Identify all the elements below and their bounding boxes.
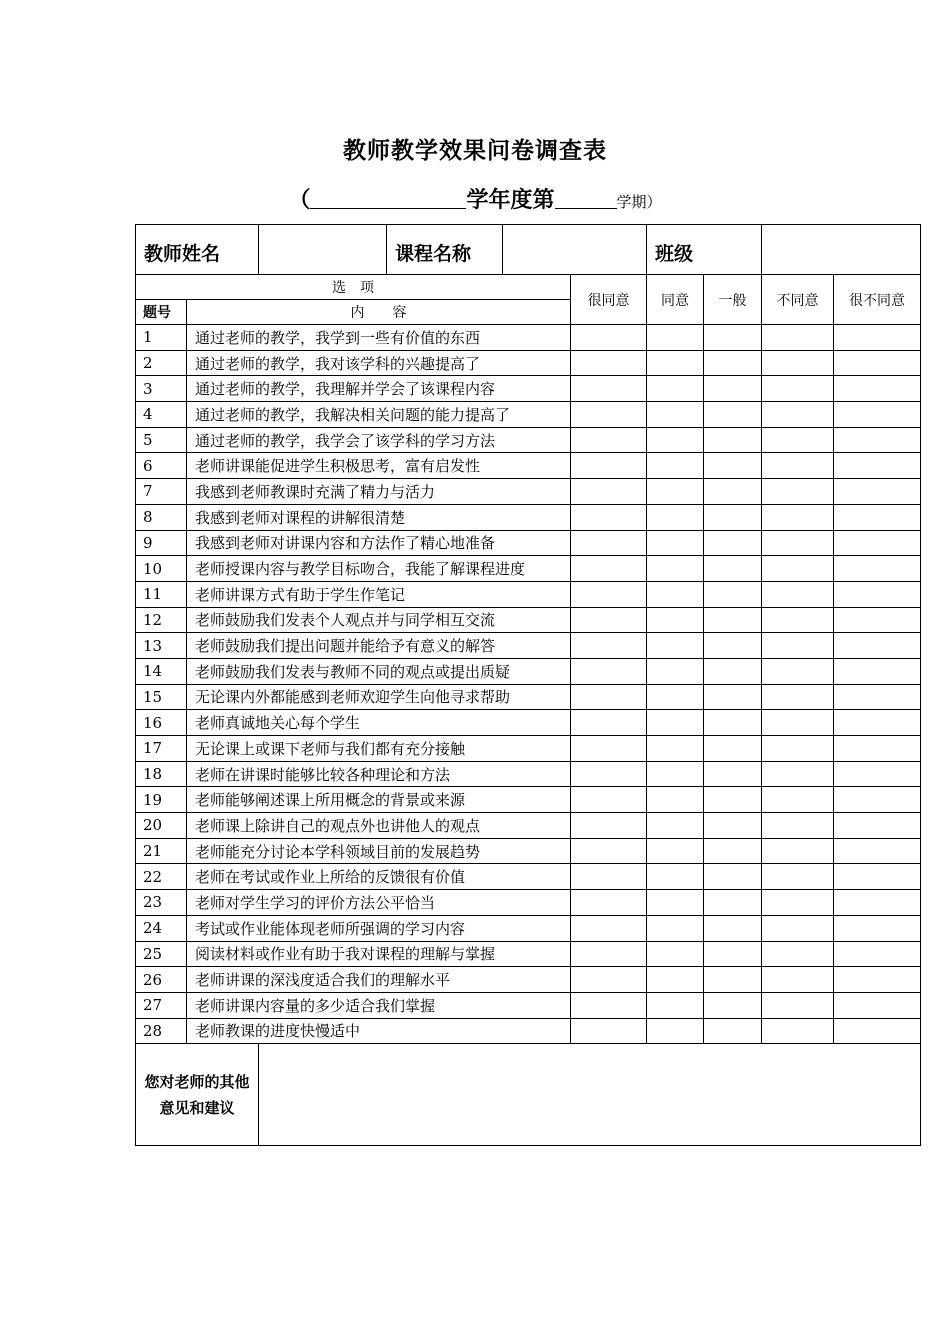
options-header: 选 项 — [136, 275, 571, 300]
question-number: 5 — [136, 427, 187, 453]
academic-term-line — [0, 183, 950, 214]
answer-cell-disagree[interactable] — [762, 402, 834, 428]
answer-cell-neutral[interactable] — [704, 581, 762, 607]
question-text: 我感到老师对讲课内容和方法作了精心地准备 — [187, 530, 571, 556]
answer-cell-strongly-agree[interactable] — [571, 633, 647, 659]
answer-cell-strongly-disagree[interactable] — [834, 376, 921, 402]
course-name-label: 课程名称 — [387, 225, 503, 275]
question-text: 阅读材料或作业有助于我对课程的理解与掌握 — [187, 941, 571, 967]
answer-cell-strongly-disagree[interactable] — [834, 530, 921, 556]
answer-cell-neutral[interactable] — [704, 350, 762, 376]
answer-cell-strongly-agree[interactable] — [571, 710, 647, 736]
question-number: 22 — [136, 864, 187, 890]
answer-cell-disagree[interactable] — [762, 684, 834, 710]
answer-cell-disagree[interactable] — [762, 890, 834, 916]
answer-cell-strongly-disagree[interactable] — [834, 556, 921, 582]
answer-cell-agree[interactable] — [647, 967, 704, 993]
answer-cell-neutral[interactable] — [704, 967, 762, 993]
answer-cell-strongly-disagree[interactable] — [834, 350, 921, 376]
question-number: 27 — [136, 992, 187, 1018]
question-text: 无论课内外都能感到老师欢迎学生向他寻求帮助 — [187, 684, 571, 710]
term-year-label: 学年度第 — [466, 187, 555, 213]
question-number: 11 — [136, 581, 187, 607]
answer-cell-disagree[interactable] — [762, 967, 834, 993]
suggestion-label: 您对老师的其他意见和建议 — [136, 1044, 259, 1146]
question-text: 通过老师的教学，我解决相关问题的能力提高了 — [187, 402, 571, 428]
answer-cell-strongly-disagree[interactable] — [834, 453, 921, 479]
answer-cell-strongly-agree[interactable] — [571, 658, 647, 684]
answer-cell-strongly-agree[interactable] — [571, 967, 647, 993]
answer-cell-disagree[interactable] — [762, 530, 834, 556]
question-number: 10 — [136, 556, 187, 582]
answer-cell-disagree[interactable] — [762, 607, 834, 633]
answer-cell-disagree[interactable] — [762, 350, 834, 376]
answer-cell-disagree[interactable] — [762, 992, 834, 1018]
answer-cell-agree[interactable] — [647, 350, 704, 376]
answer-cell-agree[interactable] — [647, 813, 704, 839]
answer-cell-strongly-disagree[interactable] — [834, 736, 921, 762]
semester-blank[interactable] — [555, 186, 617, 209]
answer-cell-neutral[interactable] — [704, 607, 762, 633]
answer-cell-strongly-agree[interactable] — [571, 787, 647, 813]
table-row — [136, 325, 921, 351]
question-text: 我感到老师对课程的讲解很清楚 — [187, 504, 571, 530]
answer-cell-strongly-disagree[interactable] — [834, 787, 921, 813]
answer-cell-strongly-agree[interactable] — [571, 813, 647, 839]
question-text: 考试或作业能体现老师所强调的学习内容 — [187, 915, 571, 941]
answer-cell-strongly-disagree[interactable] — [834, 890, 921, 916]
answer-cell-strongly-disagree[interactable] — [834, 941, 921, 967]
question-text: 老师讲课方式有助于学生作笔记 — [187, 581, 571, 607]
answer-cell-neutral[interactable] — [704, 453, 762, 479]
answer-cell-neutral[interactable] — [704, 890, 762, 916]
table-row — [136, 427, 921, 453]
answer-cell-strongly-disagree[interactable] — [834, 967, 921, 993]
answer-cell-neutral[interactable] — [704, 530, 762, 556]
answer-cell-strongly-agree[interactable] — [571, 453, 647, 479]
answer-cell-disagree[interactable] — [762, 581, 834, 607]
answer-cell-neutral[interactable] — [704, 838, 762, 864]
table-row — [136, 710, 921, 736]
answer-cell-disagree[interactable] — [762, 915, 834, 941]
answer-cell-agree[interactable] — [647, 787, 704, 813]
content-header: 内 容 — [187, 300, 571, 325]
question-number: 24 — [136, 915, 187, 941]
answer-cell-strongly-agree[interactable] — [571, 402, 647, 428]
answer-cell-strongly-disagree[interactable] — [834, 992, 921, 1018]
answer-cell-disagree[interactable] — [762, 941, 834, 967]
choice-header-neutral: 一般 — [704, 275, 762, 325]
answer-cell-disagree[interactable] — [762, 813, 834, 839]
answer-cell-strongly-disagree[interactable] — [834, 607, 921, 633]
question-text: 老师能充分讨论本学科领域目前的发展趋势 — [187, 838, 571, 864]
answer-cell-strongly-agree[interactable] — [571, 915, 647, 941]
answer-cell-agree[interactable] — [647, 556, 704, 582]
answer-cell-agree[interactable] — [647, 736, 704, 762]
question-number: 2 — [136, 350, 187, 376]
answer-cell-neutral[interactable] — [704, 504, 762, 530]
answer-cell-strongly-disagree[interactable] — [834, 710, 921, 736]
question-number: 23 — [136, 890, 187, 916]
answer-cell-neutral[interactable] — [704, 1018, 762, 1044]
question-text: 通过老师的教学，我学会了该学科的学习方法 — [187, 427, 571, 453]
answer-cell-strongly-agree[interactable] — [571, 581, 647, 607]
question-number: 8 — [136, 504, 187, 530]
answer-cell-agree[interactable] — [647, 992, 704, 1018]
answer-cell-disagree[interactable] — [762, 787, 834, 813]
table-row — [136, 813, 921, 839]
answer-cell-disagree[interactable] — [762, 325, 834, 351]
answer-cell-strongly-agree[interactable] — [571, 864, 647, 890]
answer-cell-disagree[interactable] — [762, 427, 834, 453]
table-row — [136, 890, 921, 916]
question-text: 老师课上除讲自己的观点外也讲他人的观点 — [187, 813, 571, 839]
class-field[interactable] — [762, 225, 921, 275]
answer-cell-neutral[interactable] — [704, 710, 762, 736]
answer-cell-strongly-agree[interactable] — [571, 736, 647, 762]
answer-cell-disagree[interactable] — [762, 633, 834, 659]
question-text: 老师鼓励我们提出问题并能给予有意义的解答 — [187, 633, 571, 659]
question-text: 老师在讲课时能够比较各种理论和方法 — [187, 761, 571, 787]
answer-cell-strongly-agree[interactable] — [571, 530, 647, 556]
answer-cell-agree[interactable] — [647, 479, 704, 505]
answer-cell-agree[interactable] — [647, 607, 704, 633]
answer-cell-strongly-disagree[interactable] — [834, 813, 921, 839]
question-text: 通过老师的教学，我理解并学会了该课程内容 — [187, 376, 571, 402]
page-title: 教师教学效果问卷调查表 — [343, 137, 607, 164]
table-row — [136, 992, 921, 1018]
table-row — [136, 479, 921, 505]
answer-cell-strongly-disagree[interactable] — [834, 325, 921, 351]
question-text: 老师讲课能促进学生积极思考，富有启发性 — [187, 453, 571, 479]
answer-cell-agree[interactable] — [647, 376, 704, 402]
answer-cell-agree[interactable] — [647, 864, 704, 890]
answer-cell-strongly-agree[interactable] — [571, 504, 647, 530]
term-semester-label: 学期） — [616, 193, 662, 211]
answer-cell-strongly-disagree[interactable] — [834, 915, 921, 941]
answer-cell-agree[interactable] — [647, 633, 704, 659]
answer-cell-disagree[interactable] — [762, 864, 834, 890]
answer-cell-neutral[interactable] — [704, 736, 762, 762]
answer-cell-strongly-disagree[interactable] — [834, 479, 921, 505]
question-text: 老师对学生学习的评价方法公平恰当 — [187, 890, 571, 916]
question-number: 12 — [136, 607, 187, 633]
table-row — [136, 350, 921, 376]
header-row-options — [136, 275, 921, 300]
question-text: 通过老师的教学，我对该学科的兴趣提高了 — [187, 350, 571, 376]
answer-cell-strongly-agree[interactable] — [571, 838, 647, 864]
answer-cell-agree[interactable] — [647, 530, 704, 556]
choice-header-agree: 同意 — [647, 275, 704, 325]
table-row — [136, 787, 921, 813]
table-row — [136, 941, 921, 967]
answer-cell-strongly-agree[interactable] — [571, 607, 647, 633]
answer-cell-strongly-agree[interactable] — [571, 556, 647, 582]
answer-cell-strongly-agree[interactable] — [571, 684, 647, 710]
answer-cell-agree[interactable] — [647, 427, 704, 453]
answer-cell-neutral[interactable] — [704, 864, 762, 890]
course-name-field[interactable] — [503, 225, 647, 275]
teacher-name-label: 教师姓名 — [136, 225, 259, 275]
answer-cell-agree[interactable] — [647, 658, 704, 684]
table-row — [136, 504, 921, 530]
answer-cell-disagree[interactable] — [762, 658, 834, 684]
answer-cell-neutral[interactable] — [704, 556, 762, 582]
question-text: 老师能够阐述课上所用概念的背景或来源 — [187, 787, 571, 813]
answer-cell-agree[interactable] — [647, 761, 704, 787]
answer-cell-strongly-agree[interactable] — [571, 890, 647, 916]
question-text: 老师鼓励我们发表与教师不同的观点或提出质疑 — [187, 658, 571, 684]
answer-cell-agree[interactable] — [647, 1018, 704, 1044]
table-row — [136, 967, 921, 993]
question-number: 3 — [136, 376, 187, 402]
table-row — [136, 761, 921, 787]
answer-cell-neutral[interactable] — [704, 376, 762, 402]
answer-cell-agree[interactable] — [647, 915, 704, 941]
answer-cell-agree[interactable] — [647, 504, 704, 530]
table-row — [136, 658, 921, 684]
class-label: 班级 — [647, 225, 762, 275]
answer-cell-agree[interactable] — [647, 453, 704, 479]
answer-cell-strongly-agree[interactable] — [571, 1018, 647, 1044]
answer-cell-neutral[interactable] — [704, 992, 762, 1018]
question-text: 老师鼓励我们发表个人观点并与同学相互交流 — [187, 607, 571, 633]
answer-cell-strongly-agree[interactable] — [571, 427, 647, 453]
answer-cell-neutral[interactable] — [704, 761, 762, 787]
info-row — [136, 225, 921, 275]
question-number: 6 — [136, 453, 187, 479]
answer-cell-strongly-disagree[interactable] — [834, 633, 921, 659]
table-row — [136, 607, 921, 633]
answer-cell-neutral[interactable] — [704, 658, 762, 684]
answer-cell-disagree[interactable] — [762, 376, 834, 402]
question-text: 老师真诚地关心每个学生 — [187, 710, 571, 736]
table-row — [136, 736, 921, 762]
choice-header-strongly-disagree: 很不同意 — [834, 275, 921, 325]
question-text: 老师授课内容与教学目标吻合，我能了解课程进度 — [187, 556, 571, 582]
choice-header-strongly-agree: 很同意 — [571, 275, 647, 325]
answer-cell-disagree[interactable] — [762, 479, 834, 505]
question-number: 14 — [136, 658, 187, 684]
table-row — [136, 864, 921, 890]
answer-cell-strongly-disagree[interactable] — [834, 581, 921, 607]
answer-cell-strongly-agree[interactable] — [571, 376, 647, 402]
question-text: 老师讲课的深浅度适合我们的理解水平 — [187, 967, 571, 993]
question-number: 9 — [136, 530, 187, 556]
answer-cell-neutral[interactable] — [704, 325, 762, 351]
table-row — [136, 581, 921, 607]
question-number: 19 — [136, 787, 187, 813]
question-number: 15 — [136, 684, 187, 710]
answer-cell-strongly-agree[interactable] — [571, 350, 647, 376]
answer-cell-strongly-disagree[interactable] — [834, 402, 921, 428]
answer-cell-strongly-agree[interactable] — [571, 761, 647, 787]
question-number-header: 题号 — [136, 300, 187, 325]
answer-cell-agree[interactable] — [647, 710, 704, 736]
answer-cell-agree[interactable] — [647, 402, 704, 428]
question-number: 28 — [136, 1018, 187, 1044]
term-open-paren: （ — [288, 187, 311, 213]
survey-table — [135, 224, 921, 1146]
table-row — [136, 1018, 921, 1044]
answer-cell-disagree[interactable] — [762, 710, 834, 736]
answer-cell-disagree[interactable] — [762, 556, 834, 582]
table-row — [136, 376, 921, 402]
answer-cell-neutral[interactable] — [704, 684, 762, 710]
answer-cell-disagree[interactable] — [762, 504, 834, 530]
answer-cell-neutral[interactable] — [704, 633, 762, 659]
answer-cell-neutral[interactable] — [704, 427, 762, 453]
answer-cell-neutral[interactable] — [704, 479, 762, 505]
question-number: 18 — [136, 761, 187, 787]
question-number: 13 — [136, 633, 187, 659]
answer-cell-strongly-agree[interactable] — [571, 941, 647, 967]
question-number: 26 — [136, 967, 187, 993]
question-number: 25 — [136, 941, 187, 967]
table-row — [136, 684, 921, 710]
table-row — [136, 556, 921, 582]
question-text: 无论课上或课下老师与我们都有充分接触 — [187, 736, 571, 762]
answer-cell-disagree[interactable] — [762, 838, 834, 864]
answer-cell-neutral[interactable] — [704, 941, 762, 967]
answer-cell-disagree[interactable] — [762, 1018, 834, 1044]
answer-cell-strongly-disagree[interactable] — [834, 658, 921, 684]
answer-cell-strongly-disagree[interactable] — [834, 761, 921, 787]
question-number: 4 — [136, 402, 187, 428]
answer-cell-agree[interactable] — [647, 838, 704, 864]
question-number: 1 — [136, 325, 187, 351]
question-text: 老师教课的进度快慢适中 — [187, 1018, 571, 1044]
answer-cell-neutral[interactable] — [704, 402, 762, 428]
answer-cell-strongly-agree[interactable] — [571, 325, 647, 351]
answer-cell-agree[interactable] — [647, 890, 704, 916]
answer-cell-disagree[interactable] — [762, 453, 834, 479]
answer-cell-strongly-agree[interactable] — [571, 479, 647, 505]
question-text: 老师在考试或作业上所给的反馈很有价值 — [187, 864, 571, 890]
table-row — [136, 838, 921, 864]
question-text: 我感到老师教课时充满了精力与活力 — [187, 479, 571, 505]
answer-cell-neutral[interactable] — [704, 787, 762, 813]
answer-cell-strongly-disagree[interactable] — [834, 864, 921, 890]
answer-cell-disagree[interactable] — [762, 761, 834, 787]
question-text: 通过老师的教学，我学到一些有价值的东西 — [187, 325, 571, 351]
question-number: 21 — [136, 838, 187, 864]
suggestion-field[interactable] — [259, 1044, 921, 1146]
answer-cell-strongly-disagree[interactable] — [834, 684, 921, 710]
question-number: 7 — [136, 479, 187, 505]
table-row — [136, 633, 921, 659]
answer-cell-neutral[interactable] — [704, 813, 762, 839]
question-number: 17 — [136, 736, 187, 762]
answer-cell-disagree[interactable] — [762, 736, 834, 762]
table-row — [136, 530, 921, 556]
answer-cell-strongly-disagree[interactable] — [834, 504, 921, 530]
answer-cell-neutral[interactable] — [704, 915, 762, 941]
teacher-name-field[interactable] — [259, 225, 387, 275]
table-row — [136, 915, 921, 941]
academic-year-blank[interactable] — [310, 186, 466, 209]
suggestion-row — [136, 1044, 921, 1146]
answer-cell-strongly-agree[interactable] — [571, 992, 647, 1018]
table-row — [136, 453, 921, 479]
answer-cell-agree[interactable] — [647, 581, 704, 607]
answer-cell-strongly-disagree[interactable] — [834, 838, 921, 864]
question-number: 20 — [136, 813, 187, 839]
question-text: 老师讲课内容量的多少适合我们掌握 — [187, 992, 571, 1018]
answer-cell-strongly-disagree[interactable] — [834, 1018, 921, 1044]
table-row — [136, 402, 921, 428]
answer-cell-agree[interactable] — [647, 325, 704, 351]
answer-cell-strongly-disagree[interactable] — [834, 427, 921, 453]
choice-header-disagree: 不同意 — [762, 275, 834, 325]
question-number: 16 — [136, 710, 187, 736]
answer-cell-agree[interactable] — [647, 684, 704, 710]
answer-cell-agree[interactable] — [647, 941, 704, 967]
